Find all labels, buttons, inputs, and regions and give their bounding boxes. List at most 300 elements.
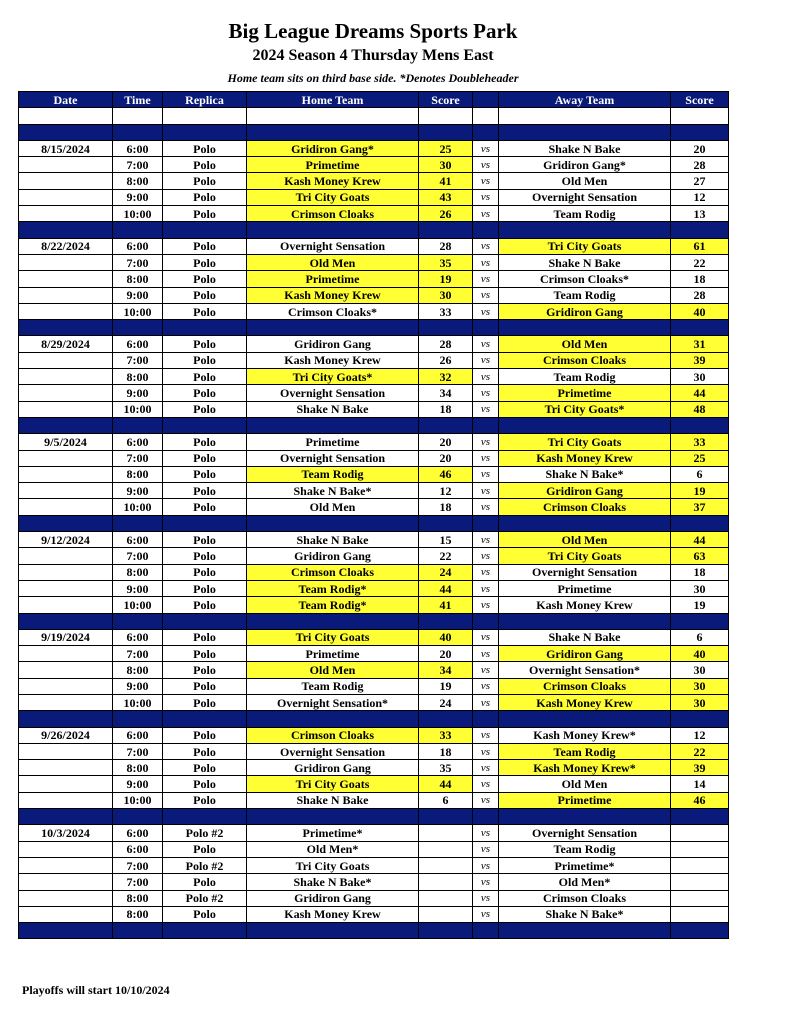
home-team-cell: Shake N Bake* xyxy=(247,874,419,890)
away-team-cell: Team Rodig xyxy=(499,841,671,857)
away-team-cell: Overnight Sensation xyxy=(499,564,671,580)
week-separator-cell xyxy=(499,923,671,939)
vs-cell: vs xyxy=(473,825,499,841)
date-cell xyxy=(19,662,113,678)
replica-cell: Polo xyxy=(163,662,247,678)
home-score-cell: 26 xyxy=(419,206,473,222)
week-separator-cell xyxy=(473,515,499,531)
away-score-cell: 18 xyxy=(671,564,729,580)
away-team-cell: Kash Money Krew* xyxy=(499,760,671,776)
time-cell: 10:00 xyxy=(113,303,163,319)
replica-cell: Polo xyxy=(163,369,247,385)
date-cell xyxy=(19,646,113,662)
date-cell xyxy=(19,271,113,287)
date-cell xyxy=(19,450,113,466)
away-score-cell: 12 xyxy=(671,189,729,205)
away-score-cell xyxy=(671,890,729,906)
away-team-cell: Kash Money Krew xyxy=(499,597,671,613)
replica-cell: Polo xyxy=(163,483,247,499)
week-separator-cell xyxy=(671,222,729,238)
away-team-cell: Shake N Bake xyxy=(499,254,671,270)
home-score-cell: 18 xyxy=(419,499,473,515)
away-team-cell: Old Men* xyxy=(499,874,671,890)
time-cell: 9:00 xyxy=(113,287,163,303)
away-team-cell: Kash Money Krew xyxy=(499,450,671,466)
home-team-cell: Kash Money Krew xyxy=(247,352,419,368)
vs-cell: vs xyxy=(473,629,499,645)
date-cell: 9/26/2024 xyxy=(19,727,113,743)
home-team-cell: Tri City Goats xyxy=(247,629,419,645)
away-score-cell xyxy=(671,906,729,922)
date-cell xyxy=(19,874,113,890)
week-separator-cell xyxy=(473,613,499,629)
game-row xyxy=(19,760,729,776)
header-replica: Replica xyxy=(163,92,247,108)
away-score-cell: 30 xyxy=(671,678,729,694)
home-score-cell: 19 xyxy=(419,271,473,287)
home-team-cell: Old Men xyxy=(247,662,419,678)
week-separator-cell xyxy=(163,124,247,140)
vs-cell: vs xyxy=(473,352,499,368)
week-separator-cell xyxy=(419,923,473,939)
date-cell xyxy=(19,678,113,694)
date-cell xyxy=(19,189,113,205)
home-team-cell: Shake N Bake xyxy=(247,532,419,548)
week-separator-cell xyxy=(499,124,671,140)
replica-cell: Polo xyxy=(163,466,247,482)
time-cell: 6:00 xyxy=(113,532,163,548)
vs-cell: vs xyxy=(473,760,499,776)
vs-cell: vs xyxy=(473,727,499,743)
vs-cell: vs xyxy=(473,271,499,287)
game-row xyxy=(19,548,729,564)
home-score-cell: 28 xyxy=(419,238,473,254)
away-score-cell: 25 xyxy=(671,450,729,466)
home-score-cell: 41 xyxy=(419,173,473,189)
week-separator-cell xyxy=(19,124,113,140)
week-separator-cell xyxy=(419,613,473,629)
time-cell: 6:00 xyxy=(113,336,163,352)
replica-cell: Polo xyxy=(163,401,247,417)
away-team-cell: Primetime xyxy=(499,792,671,808)
week-separator-cell xyxy=(247,923,419,939)
week-separator-cell xyxy=(671,124,729,140)
time-cell: 8:00 xyxy=(113,890,163,906)
time-cell: 8:00 xyxy=(113,271,163,287)
time-cell: 9:00 xyxy=(113,385,163,401)
week-separator-cell xyxy=(19,417,113,433)
replica-cell: Polo xyxy=(163,303,247,319)
time-cell: 10:00 xyxy=(113,206,163,222)
replica-cell: Polo xyxy=(163,499,247,515)
replica-cell: Polo xyxy=(163,580,247,596)
week-separator-cell xyxy=(113,809,163,825)
home-team-cell: Overnight Sensation* xyxy=(247,694,419,710)
away-team-cell: Gridiron Gang* xyxy=(499,157,671,173)
vs-cell: vs xyxy=(473,499,499,515)
away-score-cell: 46 xyxy=(671,792,729,808)
spacer-row-cell xyxy=(419,108,473,124)
home-team-cell: Primetime* xyxy=(247,825,419,841)
spacer-row-cell xyxy=(113,108,163,124)
time-cell: 9:00 xyxy=(113,483,163,499)
time-cell: 9:00 xyxy=(113,189,163,205)
away-score-cell: 22 xyxy=(671,743,729,759)
game-row xyxy=(19,450,729,466)
time-cell: 9:00 xyxy=(113,678,163,694)
vs-cell: vs xyxy=(473,238,499,254)
home-team-cell: Crimson Cloaks xyxy=(247,564,419,580)
spacer-row-cell xyxy=(473,108,499,124)
week-separator-cell xyxy=(113,320,163,336)
time-cell: 7:00 xyxy=(113,352,163,368)
week-separator-cell xyxy=(163,417,247,433)
vs-cell: vs xyxy=(473,678,499,694)
vs-cell: vs xyxy=(473,434,499,450)
time-cell: 10:00 xyxy=(113,694,163,710)
vs-cell: vs xyxy=(473,646,499,662)
away-team-cell: Shake N Bake xyxy=(499,140,671,156)
away-score-cell: 40 xyxy=(671,303,729,319)
replica-cell: Polo xyxy=(163,760,247,776)
replica-cell: Polo xyxy=(163,792,247,808)
week-separator-cell xyxy=(247,515,419,531)
header-time: Time xyxy=(113,92,163,108)
home-team-cell: Old Men xyxy=(247,254,419,270)
home-team-cell: Shake N Bake xyxy=(247,401,419,417)
home-score-cell: 18 xyxy=(419,743,473,759)
time-cell: 7:00 xyxy=(113,646,163,662)
date-cell xyxy=(19,401,113,417)
week-separator-cell xyxy=(19,613,113,629)
away-team-cell: Shake N Bake xyxy=(499,629,671,645)
vs-cell: vs xyxy=(473,597,499,613)
game-row xyxy=(19,825,729,841)
game-row xyxy=(19,287,729,303)
date-cell xyxy=(19,890,113,906)
away-team-cell: Tri City Goats xyxy=(499,238,671,254)
home-score-cell xyxy=(419,841,473,857)
game-row xyxy=(19,678,729,694)
week-separator-cell xyxy=(473,417,499,433)
header-away-team: Away Team xyxy=(499,92,671,108)
home-team-cell: Crimson Cloaks xyxy=(247,206,419,222)
date-cell xyxy=(19,206,113,222)
away-score-cell: 63 xyxy=(671,548,729,564)
vs-cell: vs xyxy=(473,254,499,270)
home-team-cell: Team Rodig* xyxy=(247,580,419,596)
vs-cell: vs xyxy=(473,548,499,564)
time-cell: 6:00 xyxy=(113,727,163,743)
away-team-cell: Team Rodig xyxy=(499,287,671,303)
home-score-cell xyxy=(419,874,473,890)
home-team-cell: Overnight Sensation xyxy=(247,450,419,466)
date-cell xyxy=(19,385,113,401)
replica-cell: Polo xyxy=(163,271,247,287)
week-separator-cell xyxy=(419,515,473,531)
spacer-row-cell xyxy=(247,108,419,124)
time-cell: 10:00 xyxy=(113,597,163,613)
home-team-cell: Gridiron Gang xyxy=(247,548,419,564)
game-row xyxy=(19,890,729,906)
date-cell xyxy=(19,369,113,385)
week-separator-cell xyxy=(499,711,671,727)
away-score-cell: 61 xyxy=(671,238,729,254)
vs-cell: vs xyxy=(473,303,499,319)
date-cell xyxy=(19,760,113,776)
week-separator-cell xyxy=(19,222,113,238)
game-row xyxy=(19,597,729,613)
away-team-cell: Overnight Sensation* xyxy=(499,662,671,678)
game-row xyxy=(19,483,729,499)
week-separator xyxy=(19,124,729,140)
away-team-cell: Crimson Cloaks xyxy=(499,499,671,515)
week-separator-cell xyxy=(419,711,473,727)
away-team-cell: Overnight Sensation xyxy=(499,189,671,205)
home-team-cell: Overnight Sensation xyxy=(247,238,419,254)
week-separator xyxy=(19,417,729,433)
vs-cell: vs xyxy=(473,694,499,710)
week-separator-cell xyxy=(163,320,247,336)
week-separator-cell xyxy=(247,222,419,238)
vs-cell: vs xyxy=(473,776,499,792)
replica-cell: Polo xyxy=(163,287,247,303)
time-cell: 6:00 xyxy=(113,841,163,857)
week-separator-cell xyxy=(113,515,163,531)
away-score-cell: 27 xyxy=(671,173,729,189)
home-team-cell: Primetime xyxy=(247,271,419,287)
spacer-row-cell xyxy=(19,108,113,124)
page-title: Big League Dreams Sports Park xyxy=(228,19,518,43)
home-team-cell: Gridiron Gang xyxy=(247,336,419,352)
time-cell: 8:00 xyxy=(113,564,163,580)
date-cell xyxy=(19,841,113,857)
week-separator-cell xyxy=(247,124,419,140)
vs-cell: vs xyxy=(473,874,499,890)
game-row xyxy=(19,401,729,417)
home-team-cell: Primetime xyxy=(247,157,419,173)
date-cell xyxy=(19,776,113,792)
date-cell xyxy=(19,792,113,808)
away-score-cell: 6 xyxy=(671,466,729,482)
vs-cell: vs xyxy=(473,580,499,596)
vs-cell: vs xyxy=(473,857,499,873)
away-score-cell: 13 xyxy=(671,206,729,222)
time-cell: 10:00 xyxy=(113,401,163,417)
game-row xyxy=(19,157,729,173)
game-row xyxy=(19,662,729,678)
away-score-cell: 18 xyxy=(671,271,729,287)
week-separator-cell xyxy=(671,417,729,433)
vs-cell: vs xyxy=(473,466,499,482)
spacer-row-cell xyxy=(163,108,247,124)
time-cell: 8:00 xyxy=(113,466,163,482)
game-row xyxy=(19,564,729,580)
date-cell xyxy=(19,287,113,303)
week-separator-cell xyxy=(473,809,499,825)
week-separator-cell xyxy=(113,417,163,433)
away-score-cell: 30 xyxy=(671,580,729,596)
vs-cell: vs xyxy=(473,890,499,906)
replica-cell: Polo xyxy=(163,352,247,368)
week-separator-cell xyxy=(163,923,247,939)
time-cell: 7:00 xyxy=(113,857,163,873)
home-score-cell xyxy=(419,890,473,906)
game-row xyxy=(19,629,729,645)
away-score-cell: 39 xyxy=(671,760,729,776)
home-score-cell: 34 xyxy=(419,662,473,678)
vs-cell: vs xyxy=(473,483,499,499)
home-score-cell xyxy=(419,906,473,922)
home-score-cell: 12 xyxy=(419,483,473,499)
home-team-cell: Tri City Goats xyxy=(247,189,419,205)
game-row xyxy=(19,303,729,319)
vs-cell: vs xyxy=(473,140,499,156)
home-score-cell: 35 xyxy=(419,254,473,270)
away-team-cell: Team Rodig xyxy=(499,369,671,385)
replica-cell: Polo xyxy=(163,173,247,189)
replica-cell: Polo xyxy=(163,238,247,254)
week-separator-cell xyxy=(163,222,247,238)
home-team-cell: Team Rodig xyxy=(247,678,419,694)
game-row xyxy=(19,906,729,922)
home-team-cell: Overnight Sensation xyxy=(247,743,419,759)
away-score-cell: 31 xyxy=(671,336,729,352)
vs-cell: vs xyxy=(473,157,499,173)
replica-cell: Polo #2 xyxy=(163,890,247,906)
time-cell: 8:00 xyxy=(113,662,163,678)
week-separator-cell xyxy=(671,613,729,629)
date-cell xyxy=(19,694,113,710)
week-separator-cell xyxy=(419,809,473,825)
away-team-cell: Shake N Bake* xyxy=(499,466,671,482)
away-team-cell: Overnight Sensation xyxy=(499,825,671,841)
replica-cell: Polo xyxy=(163,646,247,662)
away-score-cell: 22 xyxy=(671,254,729,270)
home-team-cell: Kash Money Krew xyxy=(247,906,419,922)
vs-cell: vs xyxy=(473,743,499,759)
game-row xyxy=(19,336,729,352)
away-score-cell: 28 xyxy=(671,287,729,303)
replica-cell: Polo xyxy=(163,254,247,270)
week-separator-cell xyxy=(499,320,671,336)
date-cell xyxy=(19,743,113,759)
home-team-cell: Old Men xyxy=(247,499,419,515)
vs-cell: vs xyxy=(473,189,499,205)
game-row xyxy=(19,792,729,808)
vs-cell: vs xyxy=(473,906,499,922)
home-team-cell: Shake N Bake* xyxy=(247,483,419,499)
time-cell: 6:00 xyxy=(113,238,163,254)
week-separator-cell xyxy=(247,613,419,629)
time-cell: 10:00 xyxy=(113,499,163,515)
away-team-cell: Team Rodig xyxy=(499,206,671,222)
home-score-cell: 18 xyxy=(419,401,473,417)
away-team-cell: Crimson Cloaks xyxy=(499,890,671,906)
vs-cell: vs xyxy=(473,532,499,548)
time-cell: 6:00 xyxy=(113,629,163,645)
game-row xyxy=(19,580,729,596)
replica-cell: Polo #2 xyxy=(163,825,247,841)
away-score-cell: 48 xyxy=(671,401,729,417)
vs-cell: vs xyxy=(473,564,499,580)
home-team-cell: Crimson Cloaks xyxy=(247,727,419,743)
game-row xyxy=(19,271,729,287)
home-team-cell: Crimson Cloaks* xyxy=(247,303,419,319)
home-score-cell: 43 xyxy=(419,189,473,205)
game-row xyxy=(19,173,729,189)
game-row xyxy=(19,694,729,710)
away-team-cell: Tri City Goats xyxy=(499,548,671,564)
away-score-cell: 44 xyxy=(671,385,729,401)
week-separator-cell xyxy=(499,515,671,531)
replica-cell: Polo xyxy=(163,548,247,564)
spacer-row-cell xyxy=(499,108,671,124)
home-score-cell: 34 xyxy=(419,385,473,401)
date-cell: 9/12/2024 xyxy=(19,532,113,548)
away-score-cell: 30 xyxy=(671,662,729,678)
away-team-cell: Tri City Goats* xyxy=(499,401,671,417)
week-separator xyxy=(19,923,729,939)
vs-cell: vs xyxy=(473,206,499,222)
home-score-cell: 20 xyxy=(419,434,473,450)
away-team-cell: Kash Money Krew xyxy=(499,694,671,710)
away-team-cell: Old Men xyxy=(499,532,671,548)
replica-cell: Polo xyxy=(163,336,247,352)
away-score-cell: 12 xyxy=(671,727,729,743)
week-separator-cell xyxy=(113,124,163,140)
away-score-cell: 44 xyxy=(671,532,729,548)
week-separator-cell xyxy=(19,809,113,825)
week-separator xyxy=(19,613,729,629)
home-team-cell: Overnight Sensation xyxy=(247,385,419,401)
game-row xyxy=(19,466,729,482)
game-row xyxy=(19,140,729,156)
away-score-cell xyxy=(671,841,729,857)
home-score-cell: 20 xyxy=(419,450,473,466)
home-score-cell: 40 xyxy=(419,629,473,645)
away-score-cell: 28 xyxy=(671,157,729,173)
replica-cell: Polo xyxy=(163,906,247,922)
week-separator-cell xyxy=(671,711,729,727)
date-cell xyxy=(19,857,113,873)
spacer-row-cell xyxy=(671,108,729,124)
replica-cell: Polo xyxy=(163,678,247,694)
home-score-cell: 19 xyxy=(419,678,473,694)
header-date: Date xyxy=(19,92,113,108)
date-cell: 8/29/2024 xyxy=(19,336,113,352)
home-score-cell: 22 xyxy=(419,548,473,564)
replica-cell: Polo xyxy=(163,564,247,580)
date-cell: 9/5/2024 xyxy=(19,434,113,450)
week-separator xyxy=(19,320,729,336)
home-score-cell: 28 xyxy=(419,336,473,352)
away-team-cell: Old Men xyxy=(499,173,671,189)
home-team-cell: Old Men* xyxy=(247,841,419,857)
away-team-cell: Old Men xyxy=(499,336,671,352)
away-team-cell: Crimson Cloaks* xyxy=(499,271,671,287)
time-cell: 9:00 xyxy=(113,580,163,596)
week-separator-cell xyxy=(473,124,499,140)
time-cell: 8:00 xyxy=(113,369,163,385)
schedule-table xyxy=(18,91,729,939)
date-cell xyxy=(19,597,113,613)
replica-cell: Polo xyxy=(163,206,247,222)
week-separator-cell xyxy=(19,711,113,727)
home-score-cell: 30 xyxy=(419,287,473,303)
vs-cell: vs xyxy=(473,336,499,352)
time-cell: 8:00 xyxy=(113,760,163,776)
